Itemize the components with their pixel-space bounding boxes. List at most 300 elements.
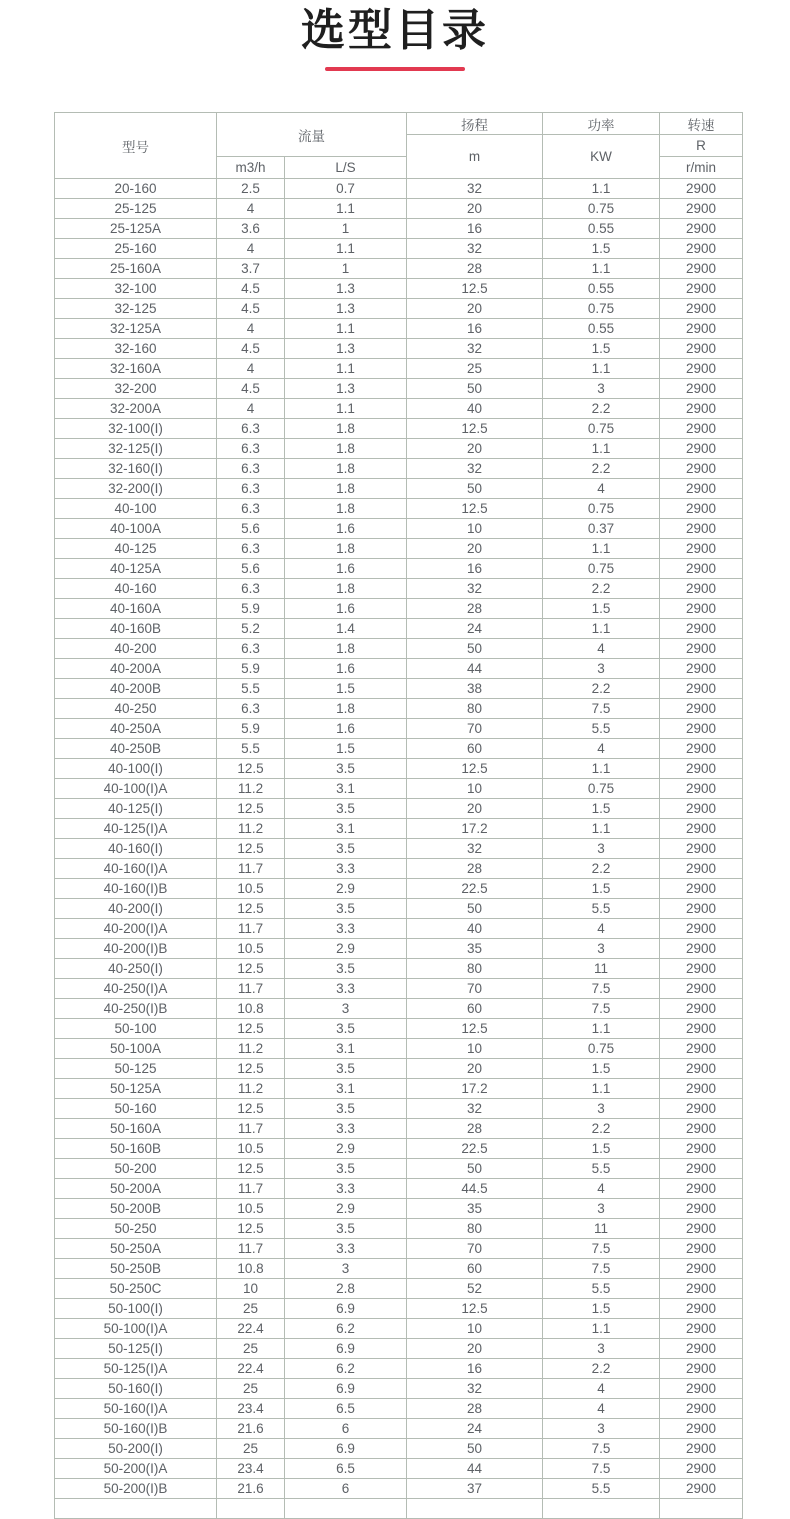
table-cell: 6.3 (217, 419, 285, 439)
table-row (55, 839, 743, 859)
table-cell: 3 (543, 1419, 660, 1439)
table-cell: 11.7 (217, 859, 285, 879)
table-row (55, 679, 743, 699)
table-row (55, 1139, 743, 1159)
table-cell: 5.5 (543, 1479, 660, 1499)
table-cell: 2900 (660, 459, 743, 479)
table-cell: 50-200(I) (55, 1439, 217, 1459)
table-row (55, 1019, 743, 1039)
table-cell: 6.3 (217, 439, 285, 459)
col-header-power: 功率 (543, 113, 660, 135)
table-cell: 3.1 (285, 1079, 407, 1099)
table-cell: 50 (407, 1159, 543, 1179)
table-cell: 11.7 (217, 979, 285, 999)
table-cell: 1.1 (543, 759, 660, 779)
table-cell: 28 (407, 859, 543, 879)
page-title: 选型目录 (301, 6, 489, 55)
table-cell: 32-125A (55, 319, 217, 339)
table-cell: 2900 (660, 179, 743, 199)
table-cell: 50 (407, 639, 543, 659)
table-cell: 44.5 (407, 1179, 543, 1199)
table-cell: 3.5 (285, 839, 407, 859)
table-cell: 2900 (660, 1439, 743, 1459)
table-cell: 7.5 (543, 1259, 660, 1279)
col-header-speed-unit: r/min (660, 157, 743, 179)
table-cell: 35 (407, 1199, 543, 1219)
table-cell: 50-200 (55, 1159, 217, 1179)
table-cell: 50-125 (55, 1059, 217, 1079)
table-cell: 2900 (660, 759, 743, 779)
table-cell: 22.5 (407, 1139, 543, 1159)
table-cell: 4 (217, 359, 285, 379)
table-cell: 50-100(I) (55, 1299, 217, 1319)
table-cell: 44 (407, 1459, 543, 1479)
table-cell: 2900 (660, 1159, 743, 1179)
table-cell: 1.5 (543, 1299, 660, 1319)
table-cell: 32-200(I) (55, 479, 217, 499)
table-cell: 70 (407, 719, 543, 739)
table-cell: 2900 (660, 1419, 743, 1439)
table-cell: 2900 (660, 299, 743, 319)
table-cell: 2900 (660, 339, 743, 359)
table-cell: 10 (407, 1039, 543, 1059)
table-cell: 0.75 (543, 1039, 660, 1059)
col-header-speed-r: R (660, 135, 743, 157)
table-cell: 12.5 (217, 839, 285, 859)
table-row (55, 1239, 743, 1259)
table-row (55, 1319, 743, 1339)
table-cell: 40-200(I)B (55, 939, 217, 959)
table-cell: 2900 (660, 1039, 743, 1059)
table-cell: 50-160(I)B (55, 1419, 217, 1439)
table-row (55, 1339, 743, 1359)
table-cell: 28 (407, 599, 543, 619)
table-row (55, 919, 743, 939)
table-cell: 2900 (660, 879, 743, 899)
table-cell: 20 (407, 439, 543, 459)
table-cell: 25-125 (55, 199, 217, 219)
table-cell: 5.9 (217, 719, 285, 739)
table-cell: 50-200A (55, 1179, 217, 1199)
table-cell: 50-200(I)A (55, 1459, 217, 1479)
table-row (55, 1299, 743, 1319)
table-cell: 2900 (660, 859, 743, 879)
col-header-flow-m3h: m3/h (217, 157, 285, 179)
table-cell: 5.6 (217, 519, 285, 539)
table-cell: 2900 (660, 1319, 743, 1339)
table-cell: 32-125 (55, 299, 217, 319)
table-cell: 4 (217, 239, 285, 259)
table-cell: 32-100(I) (55, 419, 217, 439)
table-cell: 2900 (660, 1239, 743, 1259)
table-cell: 11.7 (217, 1239, 285, 1259)
table-cell: 22.4 (217, 1319, 285, 1339)
table-cell: 21.6 (217, 1419, 285, 1439)
table-row (55, 759, 743, 779)
table-cell: 6.3 (217, 539, 285, 559)
table-row (55, 219, 743, 239)
table-cell: 40-250(I)B (55, 999, 217, 1019)
table-cell: 2900 (660, 979, 743, 999)
table-row (55, 519, 743, 539)
table-cell: 2900 (660, 1379, 743, 1399)
table-cell: 1.3 (285, 299, 407, 319)
table-cell: 20 (407, 199, 543, 219)
table-row (55, 1159, 743, 1179)
table-cell: 1.6 (285, 599, 407, 619)
table-cell: 35 (407, 939, 543, 959)
table-row (55, 719, 743, 739)
table-cell: 10 (407, 779, 543, 799)
table-cell: 2900 (660, 899, 743, 919)
table-cell: 50 (407, 379, 543, 399)
table-cell: 50-160(I) (55, 1379, 217, 1399)
catalog-page (0, 6, 790, 1519)
table-cell: 7.5 (543, 999, 660, 1019)
table-row (55, 459, 743, 479)
table-cell: 5.9 (217, 659, 285, 679)
table-cell: 3.5 (285, 799, 407, 819)
table-cell: 2900 (660, 1079, 743, 1099)
table-cell: 17.2 (407, 819, 543, 839)
table-cell: 2900 (660, 839, 743, 859)
table-cell: 11.7 (217, 1179, 285, 1199)
table-cell: 50-125(I)A (55, 1359, 217, 1379)
table-cell: 0.37 (543, 519, 660, 539)
table-cell: 4 (543, 1179, 660, 1199)
table-cell: 2900 (660, 499, 743, 519)
table-cell: 40-250A (55, 719, 217, 739)
col-header-power-unit: KW (543, 135, 660, 179)
table-cell: 2900 (660, 579, 743, 599)
table-cell: 10.5 (217, 1139, 285, 1159)
table-cell: 32 (407, 1379, 543, 1399)
table-cell: 2900 (660, 819, 743, 839)
table-cell: 5.5 (543, 1279, 660, 1299)
table-cell: 2900 (660, 1259, 743, 1279)
col-header-model: 型号 (55, 113, 217, 179)
table-cell: 2.9 (285, 879, 407, 899)
table-row (55, 479, 743, 499)
table-cell: 2900 (660, 319, 743, 339)
table-cell: 50-100 (55, 1019, 217, 1039)
table-cell: 50 (407, 479, 543, 499)
table-row (55, 439, 743, 459)
table-cell: 3 (543, 839, 660, 859)
table-cell: 3 (543, 939, 660, 959)
table-cell: 40-200(I) (55, 899, 217, 919)
table-row (55, 699, 743, 719)
table-cell: 20 (407, 299, 543, 319)
table-cell: 50-250 (55, 1219, 217, 1239)
table-cell: 1.8 (285, 459, 407, 479)
table-cell: 1.8 (285, 419, 407, 439)
table-cell: 12.5 (407, 419, 543, 439)
table-cell: 40-125(I)A (55, 819, 217, 839)
table-cell: 1.8 (285, 439, 407, 459)
table-cell: 3.5 (285, 1159, 407, 1179)
table-cell: 11 (543, 959, 660, 979)
table-cell: 2900 (660, 939, 743, 959)
table-cell: 11.7 (217, 919, 285, 939)
table-cell: 0.7 (285, 179, 407, 199)
table-row (55, 1259, 743, 1279)
table-cell: 11.2 (217, 819, 285, 839)
table-row (55, 1479, 743, 1499)
selection-table (54, 112, 743, 1519)
table-cell: 12.5 (407, 1299, 543, 1319)
table-cell: 2900 (660, 1199, 743, 1219)
table-cell: 2900 (660, 1279, 743, 1299)
table-cell: 3.7 (217, 259, 285, 279)
table-cell: 40-160(I)A (55, 859, 217, 879)
table-cell: 1.5 (543, 339, 660, 359)
table-cell: 2900 (660, 799, 743, 819)
table-cell: 40-100A (55, 519, 217, 539)
table-cell: 1.5 (543, 1139, 660, 1159)
table-cell: 50-100A (55, 1039, 217, 1059)
table-cell: 11.2 (217, 1039, 285, 1059)
table-cell: 1.1 (543, 359, 660, 379)
table-cell: 3 (285, 999, 407, 1019)
table-cell: 3.3 (285, 1239, 407, 1259)
table-cell: 2900 (660, 639, 743, 659)
table-cell: 3 (285, 1259, 407, 1279)
table-cell: 40 (407, 919, 543, 939)
table-cell: 5.5 (543, 719, 660, 739)
table-row (55, 539, 743, 559)
table-row (55, 619, 743, 639)
table-cell: 2900 (660, 1219, 743, 1239)
table-cell: 32 (407, 339, 543, 359)
table-cell: 2900 (660, 999, 743, 1019)
table-cell: 60 (407, 1259, 543, 1279)
table-row-partial (55, 1499, 743, 1519)
table-cell: 6.2 (285, 1319, 407, 1339)
table-cell: 4.5 (217, 279, 285, 299)
table-row (55, 1439, 743, 1459)
table-cell: 32 (407, 1099, 543, 1119)
table-cell: 3 (543, 1339, 660, 1359)
table-cell: 16 (407, 219, 543, 239)
table-cell: 7.5 (543, 979, 660, 999)
table-header (55, 113, 743, 179)
table-row (55, 819, 743, 839)
table-row (55, 339, 743, 359)
table-cell: 32 (407, 179, 543, 199)
table-cell: 10.8 (217, 999, 285, 1019)
table-cell: 2.5 (217, 179, 285, 199)
table-cell: 4 (217, 319, 285, 339)
table-cell: 0.55 (543, 219, 660, 239)
table-cell: 6.3 (217, 459, 285, 479)
table-cell: 1.5 (285, 739, 407, 759)
table-cell: 40-160(I)B (55, 879, 217, 899)
table-cell: 1.1 (285, 359, 407, 379)
table-cell: 3.5 (285, 1219, 407, 1239)
table-cell: 1 (285, 219, 407, 239)
table-cell: 50-160 (55, 1099, 217, 1119)
table-cell: 40-160B (55, 619, 217, 639)
table-cell: 10.5 (217, 879, 285, 899)
table-cell: 32-160 (55, 339, 217, 359)
table-cell: 3.5 (285, 759, 407, 779)
col-header-head: 扬程 (407, 113, 543, 135)
table-cell: 16 (407, 559, 543, 579)
table-cell: 25 (217, 1439, 285, 1459)
table-row (55, 1219, 743, 1239)
table-cell: 5.5 (543, 899, 660, 919)
table-cell: 1.1 (543, 179, 660, 199)
table-cell: 40-125A (55, 559, 217, 579)
table-cell: 2900 (660, 199, 743, 219)
table-cell: 70 (407, 1239, 543, 1259)
table-cell: 3 (543, 1199, 660, 1219)
table-cell: 2900 (660, 479, 743, 499)
table-cell: 0.55 (543, 319, 660, 339)
table-row (55, 879, 743, 899)
table-cell: 25 (217, 1299, 285, 1319)
table-cell (217, 1499, 285, 1519)
table-row (55, 279, 743, 299)
table-cell: 1.1 (543, 1319, 660, 1339)
table-cell: 6.9 (285, 1299, 407, 1319)
table-cell: 25-160 (55, 239, 217, 259)
table-row (55, 979, 743, 999)
table-cell: 4 (543, 639, 660, 659)
table-cell: 37 (407, 1479, 543, 1499)
table-cell: 23.4 (217, 1399, 285, 1419)
table-cell: 7.5 (543, 1239, 660, 1259)
table-row (55, 999, 743, 1019)
table-row (55, 739, 743, 759)
table-cell: 32 (407, 459, 543, 479)
table-cell: 12.5 (407, 759, 543, 779)
table-cell: 44 (407, 659, 543, 679)
table-row (55, 1099, 743, 1119)
table-cell: 2900 (660, 379, 743, 399)
table-cell: 2900 (660, 1119, 743, 1139)
table-cell: 2900 (660, 1179, 743, 1199)
table-cell: 3.3 (285, 859, 407, 879)
table-cell: 4.5 (217, 379, 285, 399)
table-cell: 4 (543, 919, 660, 939)
table-cell: 0.55 (543, 279, 660, 299)
table-cell: 6.3 (217, 639, 285, 659)
table-row (55, 1059, 743, 1079)
table-cell: 50-250B (55, 1259, 217, 1279)
table-cell: 2900 (660, 239, 743, 259)
table-cell: 1.5 (543, 879, 660, 899)
table-cell: 3.6 (217, 219, 285, 239)
table-cell: 52 (407, 1279, 543, 1299)
table-cell: 28 (407, 1399, 543, 1419)
table-body (55, 179, 743, 1519)
table-cell: 40-200A (55, 659, 217, 679)
table-row (55, 579, 743, 599)
table-cell: 12.5 (217, 799, 285, 819)
table-cell: 12.5 (217, 1059, 285, 1079)
table-row (55, 1119, 743, 1139)
table-cell: 1.1 (543, 259, 660, 279)
table-cell: 1.1 (543, 439, 660, 459)
table-cell: 1.1 (543, 1079, 660, 1099)
table-row (55, 1459, 743, 1479)
table-cell: 12.5 (217, 1099, 285, 1119)
table-cell: 2900 (660, 679, 743, 699)
table-cell: 2.9 (285, 1199, 407, 1219)
table-cell: 24 (407, 1419, 543, 1439)
table-cell: 10 (217, 1279, 285, 1299)
table-cell: 1.1 (285, 199, 407, 219)
table-row (55, 1359, 743, 1379)
table-cell: 3.3 (285, 1119, 407, 1139)
table-cell: 22.5 (407, 879, 543, 899)
table-cell: 2900 (660, 1139, 743, 1159)
table-row (55, 499, 743, 519)
table-cell: 2900 (660, 959, 743, 979)
table-cell: 3.3 (285, 979, 407, 999)
table-cell: 5.5 (217, 679, 285, 699)
table-cell: 50-200B (55, 1199, 217, 1219)
table-cell: 40-125 (55, 539, 217, 559)
table-row (55, 659, 743, 679)
table-cell: 22.4 (217, 1359, 285, 1379)
table-cell: 3.5 (285, 1099, 407, 1119)
table-cell: 5.9 (217, 599, 285, 619)
table-cell: 3.5 (285, 959, 407, 979)
selection-table-wrap (54, 112, 743, 1519)
table-cell: 40-125(I) (55, 799, 217, 819)
header-row-1 (55, 113, 743, 135)
table-cell: 1.3 (285, 379, 407, 399)
table-cell: 2900 (660, 719, 743, 739)
table-row (55, 599, 743, 619)
table-cell: 20 (407, 539, 543, 559)
table-cell: 2900 (660, 359, 743, 379)
table-cell (55, 1499, 217, 1519)
table-row (55, 1199, 743, 1219)
table-cell: 2900 (660, 1059, 743, 1079)
table-cell: 50 (407, 1439, 543, 1459)
table-cell: 50-125(I) (55, 1339, 217, 1359)
table-cell: 2.2 (543, 859, 660, 879)
table-cell: 40-160A (55, 599, 217, 619)
table-cell: 1.6 (285, 519, 407, 539)
table-cell: 32 (407, 839, 543, 859)
table-cell: 2900 (660, 1399, 743, 1419)
table-cell: 40-200B (55, 679, 217, 699)
table-cell: 6.9 (285, 1339, 407, 1359)
table-cell: 4 (217, 399, 285, 419)
table-cell: 7.5 (543, 1459, 660, 1479)
table-cell: 40-200(I)A (55, 919, 217, 939)
table-cell: 80 (407, 1219, 543, 1239)
table-cell: 6 (285, 1479, 407, 1499)
table-cell: 32-200A (55, 399, 217, 419)
table-cell: 3.5 (285, 1019, 407, 1039)
table-cell: 2.9 (285, 1139, 407, 1159)
table-cell: 7.5 (543, 1439, 660, 1459)
table-cell: 50-160B (55, 1139, 217, 1159)
table-cell: 20 (407, 1059, 543, 1079)
table-cell: 1.1 (285, 399, 407, 419)
table-cell: 6.9 (285, 1379, 407, 1399)
table-cell: 50-125A (55, 1079, 217, 1099)
table-cell: 25 (217, 1379, 285, 1399)
table-cell: 1.6 (285, 559, 407, 579)
table-cell: 1.1 (543, 539, 660, 559)
